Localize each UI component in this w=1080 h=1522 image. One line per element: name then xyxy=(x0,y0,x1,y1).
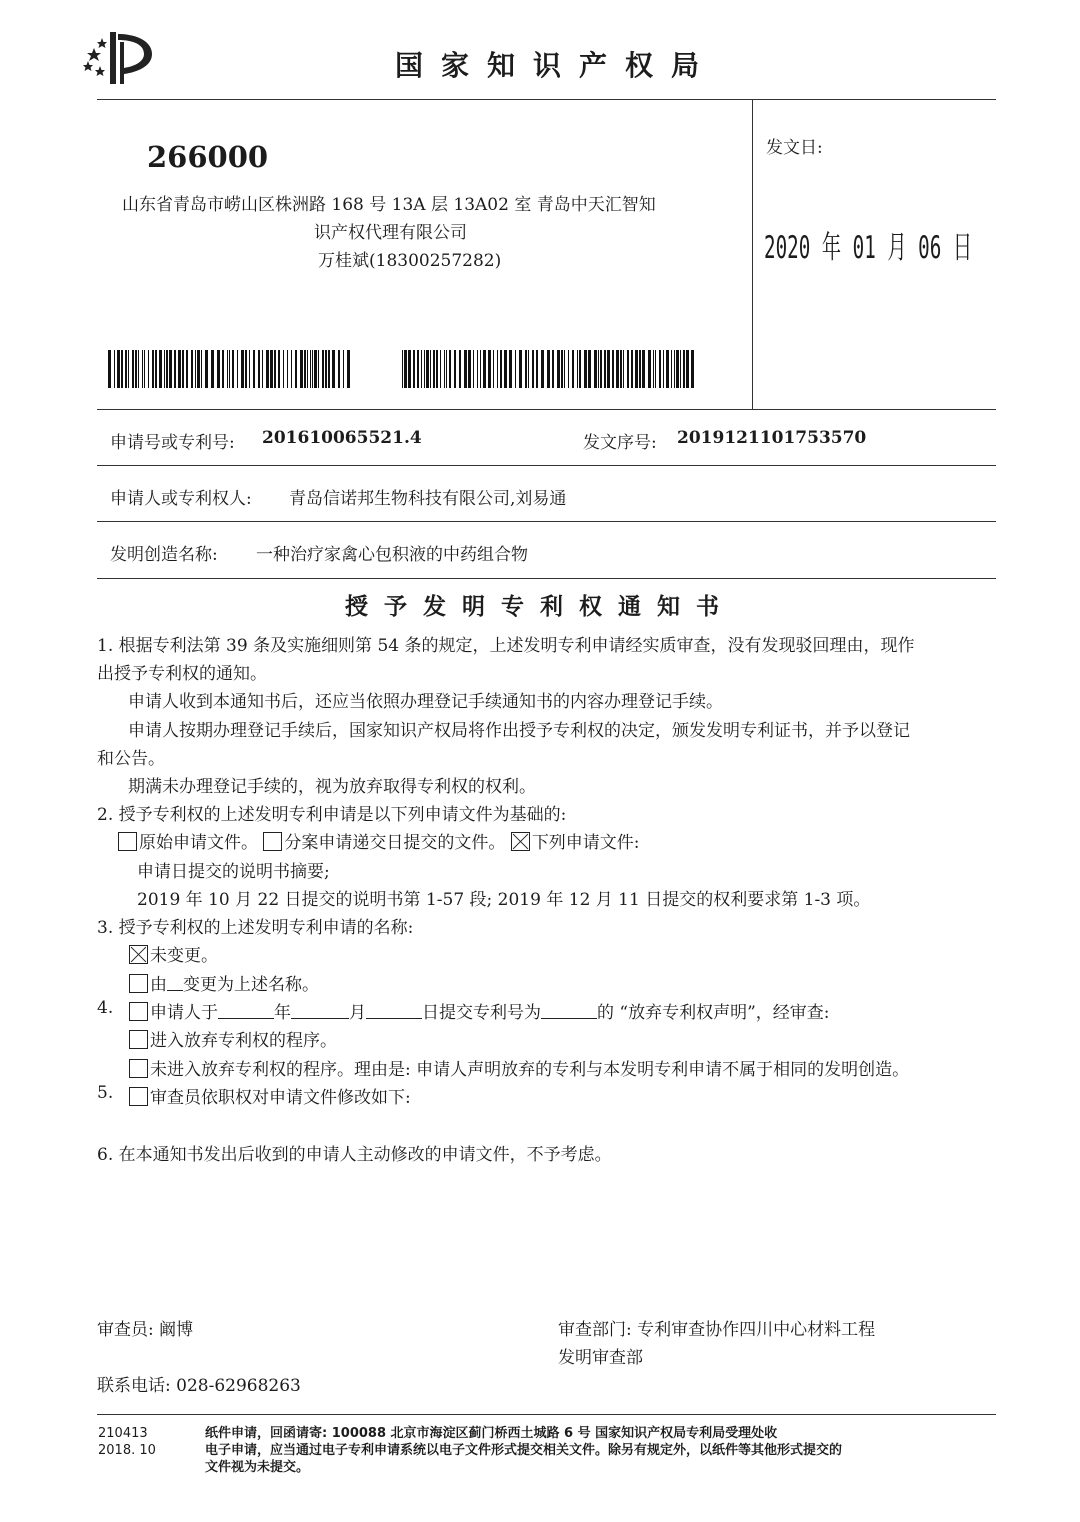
barcode-bar xyxy=(197,350,200,388)
department: 审查部门: 专利审查协作四川中心材料工程 xyxy=(558,1320,876,1340)
barcode-bar xyxy=(594,350,597,388)
barcode-bar xyxy=(108,350,111,388)
paragraph: 2019 年 10 月 22 日提交的说明书第 1-57 段; 2019 年 12 月 11 日提交的权利要求第 1-3 项。 xyxy=(137,890,871,910)
barcode-bar xyxy=(509,350,512,388)
barcode-bar xyxy=(579,350,581,388)
barcode-bar xyxy=(312,350,313,388)
barcode-bar xyxy=(325,350,327,388)
amendment-option: 审查员依职权对申请文件修改如下: xyxy=(129,1083,411,1108)
barcode-bar xyxy=(561,350,563,388)
barcode-bar xyxy=(631,350,633,388)
barcode-bar xyxy=(488,350,491,388)
barcode-bar xyxy=(473,350,474,388)
row-divider xyxy=(97,465,996,466)
paragraph-number: 4. xyxy=(97,998,114,1018)
barcode-bar xyxy=(680,350,681,388)
checkbox xyxy=(263,832,282,851)
postcode: 266000 xyxy=(147,140,269,174)
barcode-bar xyxy=(174,350,176,388)
barcode-bar xyxy=(195,350,196,388)
barcode-bar xyxy=(433,350,435,388)
barcode-bar xyxy=(547,350,550,388)
blank xyxy=(218,1004,274,1019)
barcode-bar xyxy=(440,350,441,388)
barcode-bar xyxy=(493,350,494,388)
barcode-bar xyxy=(686,350,689,388)
barcode-bar xyxy=(307,350,308,388)
barcode-bar xyxy=(528,350,529,388)
barcode-bar xyxy=(600,350,602,388)
footer-note: 纸件申请，回函请寄: 100088 北京市海淀区蓟门桥西土城路 6 号 国家知识产权局专利局受理处收 xyxy=(205,1426,778,1441)
barcode-bar xyxy=(338,350,340,388)
blank xyxy=(291,1004,349,1019)
barcode-bar xyxy=(114,350,115,388)
barcode-bar xyxy=(417,350,419,388)
paragraph: 3. 授予专利权的上述发明专利申请的名称: xyxy=(97,918,414,938)
barcode-bar xyxy=(166,350,168,388)
barcode-bar xyxy=(304,350,306,388)
barcode-bar xyxy=(515,350,516,388)
checkbox xyxy=(118,832,137,851)
applicant-label: 申请人或专利权人: xyxy=(110,489,252,509)
barcode-bar xyxy=(691,350,694,388)
address-line: 山东省青岛市崂山区株洲路 168 号 13A 层 13A02 室 青岛中天汇智知 xyxy=(122,195,656,215)
barcode-bar xyxy=(164,350,165,388)
paragraph: 申请日提交的说明书摘要; xyxy=(137,862,330,882)
barcode-bar xyxy=(653,350,654,388)
barcode xyxy=(402,350,694,388)
barcode-bar xyxy=(424,350,425,388)
barcode-bar xyxy=(408,350,411,388)
barcode-bar xyxy=(159,350,162,388)
barcode-bar xyxy=(237,350,238,388)
barcode-bar xyxy=(588,350,591,388)
blank xyxy=(366,1004,422,1019)
barcode-bar xyxy=(138,350,139,388)
application-number-label: 申请号或专利号: xyxy=(110,433,235,453)
barcode-bar xyxy=(217,350,220,388)
barcode-bar xyxy=(459,350,461,388)
barcode-bar xyxy=(125,350,127,388)
barcode-bar xyxy=(201,350,202,388)
barcode-bar xyxy=(421,350,422,388)
barcode-bar xyxy=(128,350,129,388)
barcode-bar xyxy=(426,350,429,388)
barcode-bar xyxy=(142,350,143,388)
barcode-bar xyxy=(121,350,123,388)
barcode-bar xyxy=(676,350,679,388)
barcode-bar xyxy=(117,350,120,388)
barcode-bar xyxy=(232,350,234,388)
barcode-bar xyxy=(666,350,669,388)
barcode-bar xyxy=(278,350,280,388)
name-option: 由 变更为上述名称。 xyxy=(129,970,319,995)
notice-title: 授予发明专利权通知书 xyxy=(345,594,735,620)
barcode-bar xyxy=(639,350,641,388)
barcode-bar xyxy=(577,350,578,388)
paragraph: 2. 授予专利权的上述发明专利申请是以下列申请文件为基础的: xyxy=(97,805,567,825)
barcode-bar xyxy=(504,350,507,388)
barcode-bar xyxy=(674,350,675,388)
paragraph-number: 5. xyxy=(97,1083,114,1103)
barcode-bar xyxy=(532,350,534,388)
barcode-bar xyxy=(178,350,181,388)
barcode-bar xyxy=(229,350,230,388)
barcode-bar xyxy=(182,350,184,388)
blank xyxy=(167,976,183,991)
checkbox xyxy=(129,1030,148,1049)
barcode-bar xyxy=(402,350,403,388)
department: 发明审查部 xyxy=(558,1348,643,1368)
footer-note: 文件视为未提交。 xyxy=(205,1460,310,1475)
form-version: 2018. 10 xyxy=(98,1443,156,1458)
invention-title: 一种治疗家禽心包积液的中药组合物 xyxy=(256,545,528,565)
barcode-bar xyxy=(135,350,137,388)
cnipa-logo xyxy=(80,28,164,88)
barcode-bar xyxy=(322,350,324,388)
barcode-bar xyxy=(464,350,467,388)
barcode-bar xyxy=(480,350,481,388)
barcode-bar xyxy=(663,350,664,388)
barcode-bar xyxy=(616,350,619,388)
barcode-bar xyxy=(519,350,522,388)
barcode-bar xyxy=(155,350,157,388)
waiver-option: 未进入放弃专利权的程序。理由是: 申请人声明放弃的专利与本发明专利申请不属于相同的发明创造。 xyxy=(129,1055,909,1080)
barcode-bar xyxy=(446,350,447,388)
paragraph: 申请人按期办理登记手续后，国家知识产权局将作出授予专利权的决定，颁发发明专利证书，并予以登记 xyxy=(128,721,910,741)
dispatch-date-label: 发文日: xyxy=(766,138,823,158)
barcode-bar xyxy=(186,350,188,388)
barcode-bar xyxy=(404,350,407,388)
name-option: 未变更。 xyxy=(129,941,218,966)
barcode-bar xyxy=(500,350,502,388)
barcode-bar xyxy=(310,350,311,388)
barcode-bar xyxy=(328,350,330,388)
barcode-bar xyxy=(274,350,276,388)
row-divider xyxy=(97,521,996,522)
row-divider xyxy=(97,578,996,579)
barcode-bar xyxy=(557,350,560,388)
barcode-bar xyxy=(648,350,651,388)
paragraph: 期满未办理登记手续的，视为放弃取得专利权的权利。 xyxy=(128,777,536,797)
barcode-bar xyxy=(291,350,292,388)
barcode xyxy=(108,350,352,388)
barcode-bar xyxy=(598,350,599,388)
barcode-bar xyxy=(444,350,445,388)
checkbox xyxy=(129,1087,148,1106)
dispatch-date: 2020 年 01 月 06 日 xyxy=(764,230,973,266)
barcode-bar xyxy=(270,350,273,388)
checkbox xyxy=(129,1059,148,1078)
barcode-bar xyxy=(205,350,208,388)
barcode-bar xyxy=(671,350,672,388)
barcode-bar xyxy=(483,350,486,388)
barcode-bar xyxy=(536,350,538,388)
waiver-option: 进入放弃专利权的程序。 xyxy=(129,1026,337,1051)
barcode-bar xyxy=(683,350,685,388)
barcode-bar xyxy=(152,350,154,388)
checkbox xyxy=(129,1002,148,1021)
barcode-bar xyxy=(436,350,438,388)
barcode-bar xyxy=(477,350,478,388)
barcode-bar xyxy=(249,350,250,388)
contact-person: 万桂斌(18300257282) xyxy=(318,251,502,271)
barcode-bar xyxy=(347,350,350,388)
examiner: 审查员: 阚博 xyxy=(97,1320,194,1340)
barcode-bar xyxy=(262,350,263,388)
barcode-bar xyxy=(568,350,569,388)
barcode-bar xyxy=(497,350,498,388)
office-name: 国家知识产权局 xyxy=(395,49,718,82)
barcode-bar xyxy=(413,350,415,388)
barcode-bar xyxy=(584,350,587,388)
footer-note: 电子申请，应当通过电子专利申请系统以电子文件形式提交相关文件。除另有规定外，以纸件等其他形式提交的 xyxy=(205,1443,843,1458)
barcode-bar xyxy=(144,350,145,388)
barcode-bar xyxy=(287,350,288,388)
basis-options: 原始申请文件。 分案申请递交日提交的文件。 下列申请文件: xyxy=(118,828,640,853)
form-code: 210413 xyxy=(98,1426,148,1441)
barcode-bar xyxy=(332,350,335,388)
applicant: 青岛信诺邦生物科技有限公司,刘易通 xyxy=(289,489,567,509)
blank xyxy=(541,1004,597,1019)
footer-divider xyxy=(97,1414,996,1415)
barcode-bar xyxy=(627,350,629,388)
paragraph: 出授予专利权的通知。 xyxy=(97,664,267,684)
barcode-bar xyxy=(258,350,260,388)
barcode-bar xyxy=(430,350,431,388)
barcode-bar xyxy=(148,350,149,388)
paragraph: 和公告。 xyxy=(97,749,165,769)
checkbox xyxy=(511,832,530,851)
barcode-bar xyxy=(191,350,193,388)
application-number: 201610065521.4 xyxy=(262,428,422,448)
barcode-bar xyxy=(266,350,269,388)
barcode-bar xyxy=(564,350,565,388)
barcode-bar xyxy=(314,350,317,388)
barcode-bar xyxy=(572,350,574,388)
barcode-bar xyxy=(227,350,228,388)
date-column-divider xyxy=(752,99,753,410)
paragraph: 1. 根据专利法第 39 条及实施细则第 54 条的规定，上述发明专利申请经实质审查，没有发现驳回理由，现作 xyxy=(97,636,915,656)
barcode-bar xyxy=(253,350,255,388)
barcode-bar xyxy=(642,350,645,388)
barcode-bar xyxy=(318,350,319,388)
barcode-bar xyxy=(132,350,134,388)
barcode-bar xyxy=(541,350,544,388)
barcode-bar xyxy=(241,350,244,388)
serial-number-label: 发文序号: xyxy=(583,433,657,453)
serial-number: 2019121101753570 xyxy=(677,428,867,448)
barcode-bar xyxy=(283,350,284,388)
barcode-bar xyxy=(612,350,614,388)
barcode-bar xyxy=(300,350,303,388)
barcode-bar xyxy=(525,350,527,388)
barcode-bar xyxy=(343,350,344,388)
waiver-declaration: 申请人于 年 月 日提交专利号为 的 “放弃专利权声明”，经审查: xyxy=(129,998,830,1023)
barcode-bar xyxy=(659,350,661,388)
paragraph: 申请人收到本通知书后，还应当依照办理登记手续通知书的内容办理登记手续。 xyxy=(128,692,723,712)
header-divider xyxy=(97,99,996,100)
checkbox xyxy=(129,945,148,964)
paragraph: 6. 在本通知书发出后收到的申请人主动修改的申请文件，不予考虑。 xyxy=(97,1145,612,1165)
barcode-bar xyxy=(655,350,656,388)
barcode-bar xyxy=(623,350,624,388)
barcode-bar xyxy=(245,350,247,388)
barcode-bar xyxy=(620,350,622,388)
barcode-bar xyxy=(211,350,214,388)
barcode-bar xyxy=(169,350,172,388)
barcode-bar xyxy=(295,350,297,388)
barcode-bar xyxy=(454,350,456,388)
barcode-bar xyxy=(468,350,471,388)
barcode-bar xyxy=(449,350,451,388)
checkbox xyxy=(129,974,148,993)
address-line: 识产权代理有限公司 xyxy=(314,223,467,243)
barcode-bar xyxy=(635,350,638,388)
barcode-bar xyxy=(552,350,554,388)
barcode-bar xyxy=(222,350,224,388)
phone: 联系电话: 028-62968263 xyxy=(97,1376,301,1396)
invention-title-label: 发明创造名称: xyxy=(110,545,218,565)
barcode-bar xyxy=(604,350,606,388)
barcode-bar xyxy=(607,350,610,388)
address-divider xyxy=(97,409,996,410)
